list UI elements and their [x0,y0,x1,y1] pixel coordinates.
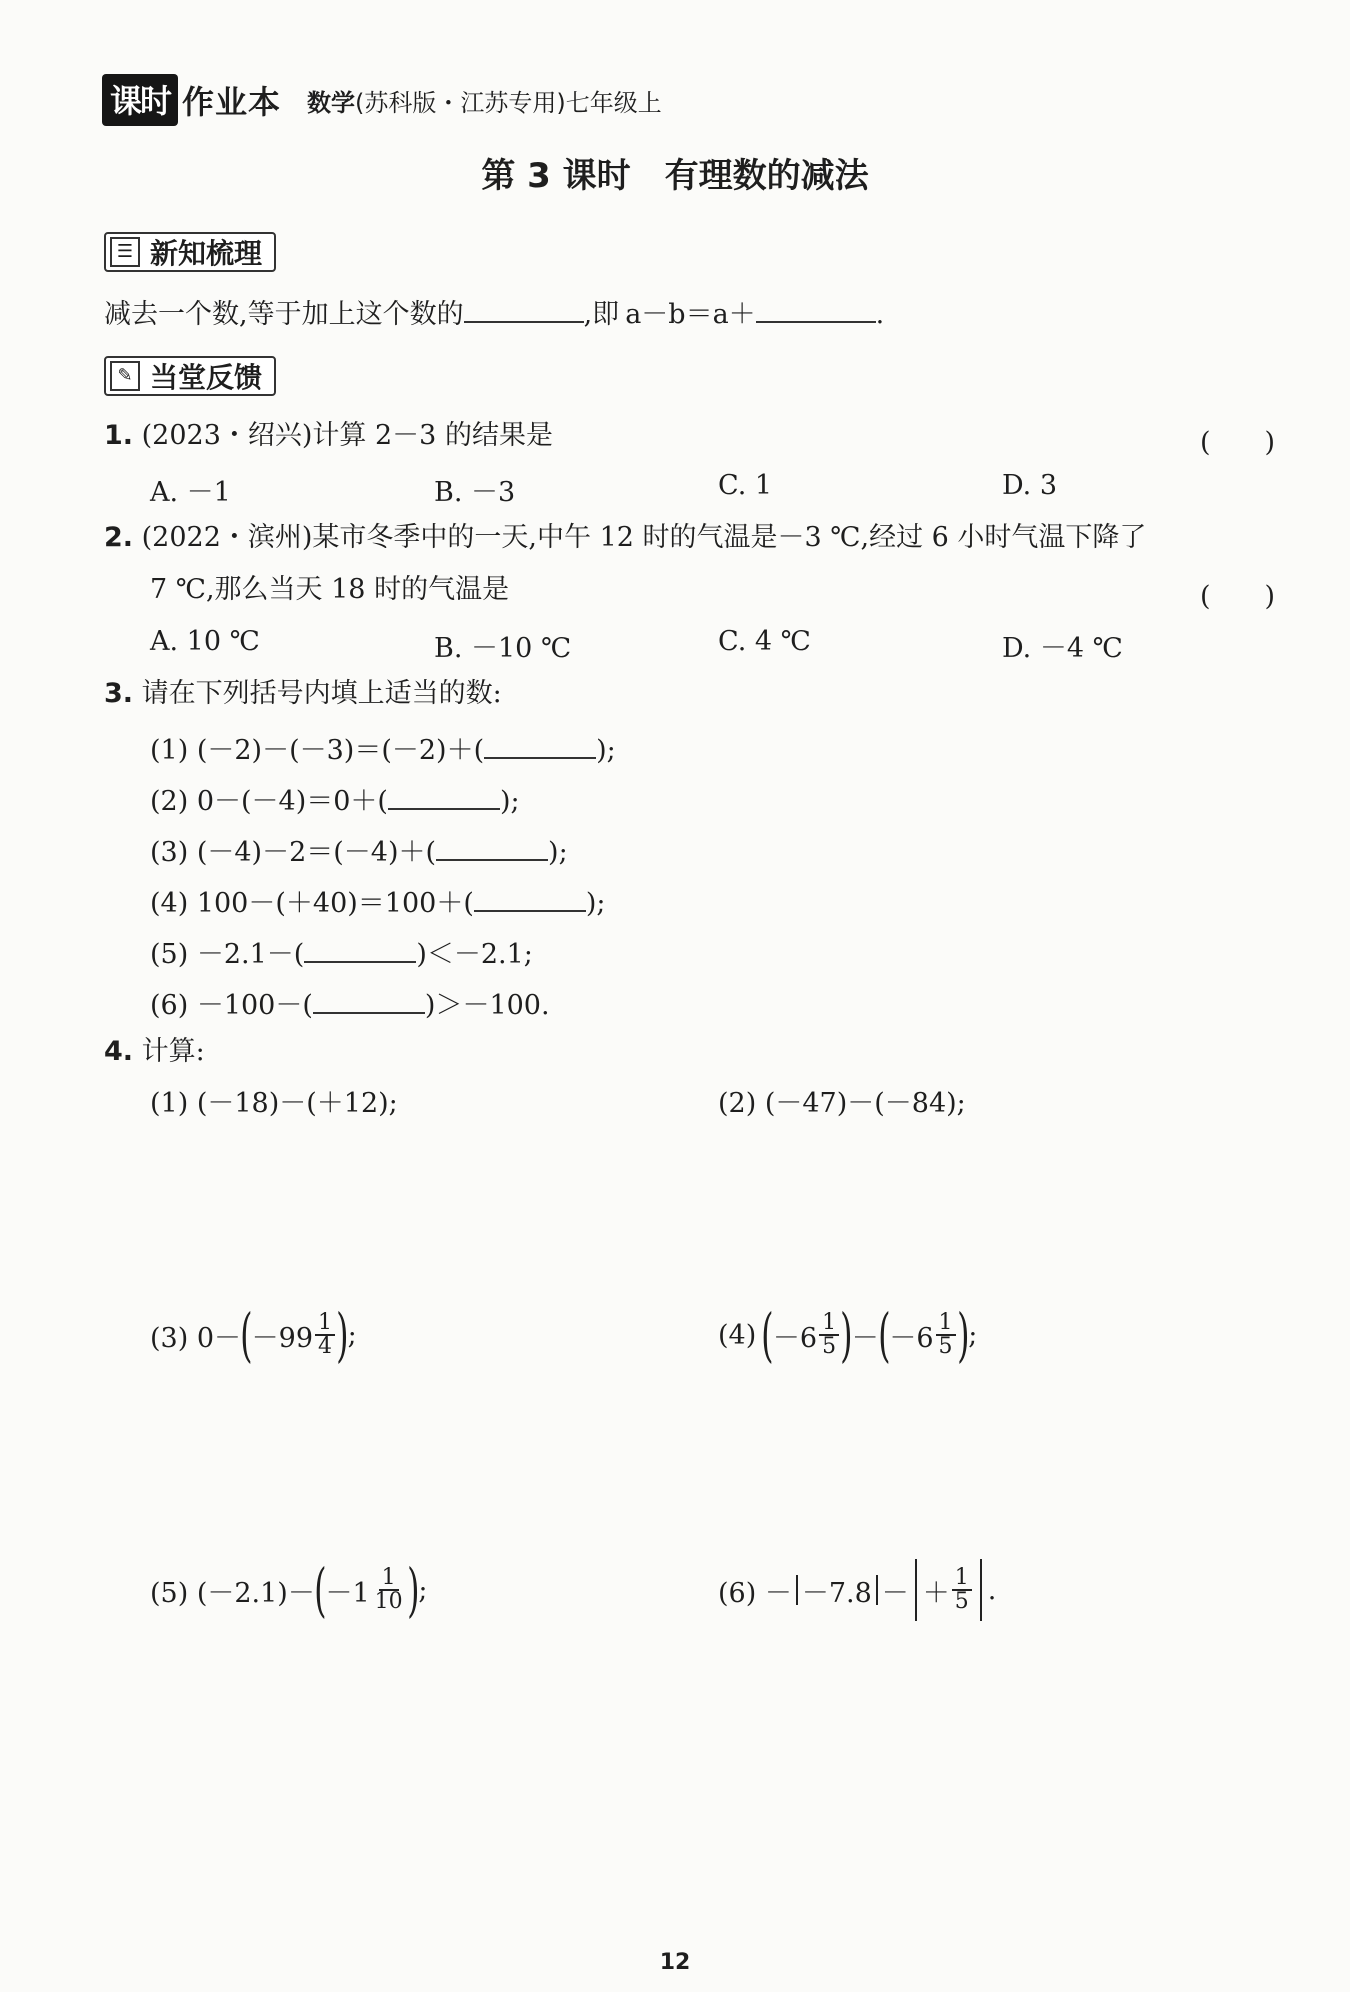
fill-item-3 [150,832,568,869]
fill-item-1 [150,730,616,767]
option-d[interactable]: D. 3 [1002,470,1058,501]
lesson-title: 第 3 课时 有理数的减法 [481,156,869,196]
expr-value: －7.8 [801,1577,872,1609]
question-number: 2. [104,522,134,553]
answer-blank[interactable] [313,985,425,1014]
expr-whole: －6 [772,1322,818,1354]
left-paren: ( [761,1301,774,1369]
expr-whole: －1 [325,1577,370,1609]
option-a[interactable]: A. 10 ℃ [150,626,260,657]
section-label-text: 当堂反馈 [150,361,263,394]
question-number: 1. [104,420,134,451]
subject-line [307,83,662,118]
answer-blank[interactable] [388,781,500,810]
option-a[interactable]: A. －1 [150,477,231,508]
expr-end: ; [418,1574,428,1606]
section-label-new-knowledge [104,232,276,272]
answer-parentheses[interactable]: ( ) [1200,581,1276,612]
fill-item-5 [150,934,533,971]
rule-formula: a－b＝a＋ [625,299,756,330]
edition-text: (苏科版・江苏专用)七年级上 [355,88,662,117]
question-number: 3. [104,678,134,709]
question-text: 计算: [141,1036,205,1067]
expr-sign: ＋ [922,1577,950,1609]
question-3 [104,678,502,710]
calc-item-2: (2) (－47)－(－84); [718,1088,966,1119]
abs-bar [980,1559,982,1621]
question-number: 4. [104,1036,134,1067]
subject-name: 数学 [307,88,356,117]
answer-blank[interactable] [464,294,584,323]
answer-parentheses[interactable]: ( ) [1200,427,1276,458]
expr-operator: － [851,1322,879,1354]
rule-end: . [875,299,885,330]
fill-item-end: ); [596,735,616,766]
fill-item-text: (4) 100－(＋40)＝100＋( [150,888,474,919]
answer-blank[interactable] [304,934,416,963]
option-c[interactable]: C. 4 ℃ [718,626,811,657]
answer-blank[interactable] [436,832,548,861]
expr-end: ; [968,1319,978,1351]
right-paren: ) [840,1301,853,1369]
abs-bar [915,1559,917,1621]
fill-item-text: (5) －2.1－( [150,939,305,970]
right-paren: ) [956,1301,970,1369]
rule-statement [104,294,884,331]
answer-blank[interactable] [474,883,586,912]
fill-item-4 [150,883,606,920]
question-1 [104,420,553,452]
left-paren: ( [240,1301,253,1369]
expr-end: ; [347,1319,357,1351]
right-paren: ) [336,1301,349,1369]
fill-item-end: ); [585,888,606,919]
book-name: 作业本 [182,83,282,121]
fill-item-end: )＜－2.1; [416,939,533,970]
question-text: (2023・绍兴)计算 2－3 的结果是 [141,420,553,451]
fill-item-2 [150,781,520,818]
question-text: 请在下列括号内填上适当的数: [141,678,502,709]
option-c[interactable]: C. 1 [718,470,773,501]
calc-item-1: (1) (－18)－(＋12); [150,1088,398,1119]
right-paren: ) [406,1556,420,1624]
fill-item-end: ); [548,837,568,868]
fraction: $\frac{1}{10}$ [374,1565,403,1614]
question-text: (2022・滨州)某市冬季中的一天,中午 12 时的气温是－3 ℃,经过 6 小时气温下降了 [141,522,1147,553]
fraction: $\frac{1}{5}$ [936,1312,956,1358]
pencil-icon: ✎ [110,361,140,391]
rule-text-2: ,即 [583,299,620,330]
option-b[interactable]: B. －3 [434,477,516,508]
expr-end: . [987,1574,997,1606]
expr-operator: － [881,1577,909,1609]
calc-item-4 [718,1300,977,1370]
calc-item-6 [718,1555,996,1625]
fill-item-end: )＞－100. [424,990,550,1021]
question-2-line2: 7 ℃,那么当天 18 时的气温是 [150,574,510,605]
book-icon: ☰ [110,237,140,267]
fraction: $\frac{1}{5}$ [819,1312,839,1358]
fill-item-text: (3) (－4)－2＝(－4)＋( [150,837,437,868]
fill-item-end: ); [499,786,520,817]
abs-bar [796,1575,798,1605]
left-paren: ( [313,1556,327,1624]
expr-whole: －99 [251,1322,314,1354]
page-number: 12 [659,1950,691,1975]
expr-text: (5) (－2.1)－ [150,1577,315,1609]
question-4 [104,1036,205,1068]
fill-item-text: (2) 0－(－4)＝0＋( [150,786,388,817]
answer-blank[interactable] [484,730,596,759]
fill-item-text: (6) －100－( [150,990,313,1021]
page-header [102,76,662,124]
section-label-text: 新知梳理 [150,237,263,270]
section-label-feedback [104,356,276,396]
expr-whole: －6 [889,1322,934,1354]
fill-item-text: (1) (－2)－(－3)＝(－2)＋( [150,735,485,766]
rule-text: 减去一个数,等于加上这个数的 [104,299,464,330]
expr-text: (4) [718,1319,757,1351]
expr-text: (6) － [718,1577,792,1609]
abs-bar [876,1575,878,1605]
left-paren: ( [877,1301,891,1369]
fraction: $\frac{1}{5}$ [952,1567,972,1613]
option-d[interactable]: D. －4 ℃ [1002,633,1123,664]
question-2 [104,522,1146,554]
calc-item-3 [150,1300,357,1370]
answer-blank[interactable] [756,294,876,323]
expr-text: (3) 0－ [150,1322,242,1354]
fraction: $\frac{1}{4}$ [315,1312,335,1358]
brand-logo: 课时 [102,74,178,126]
fill-item-6 [150,985,550,1022]
option-b[interactable]: B. －10 ℃ [434,633,572,664]
calc-item-5 [150,1555,427,1625]
